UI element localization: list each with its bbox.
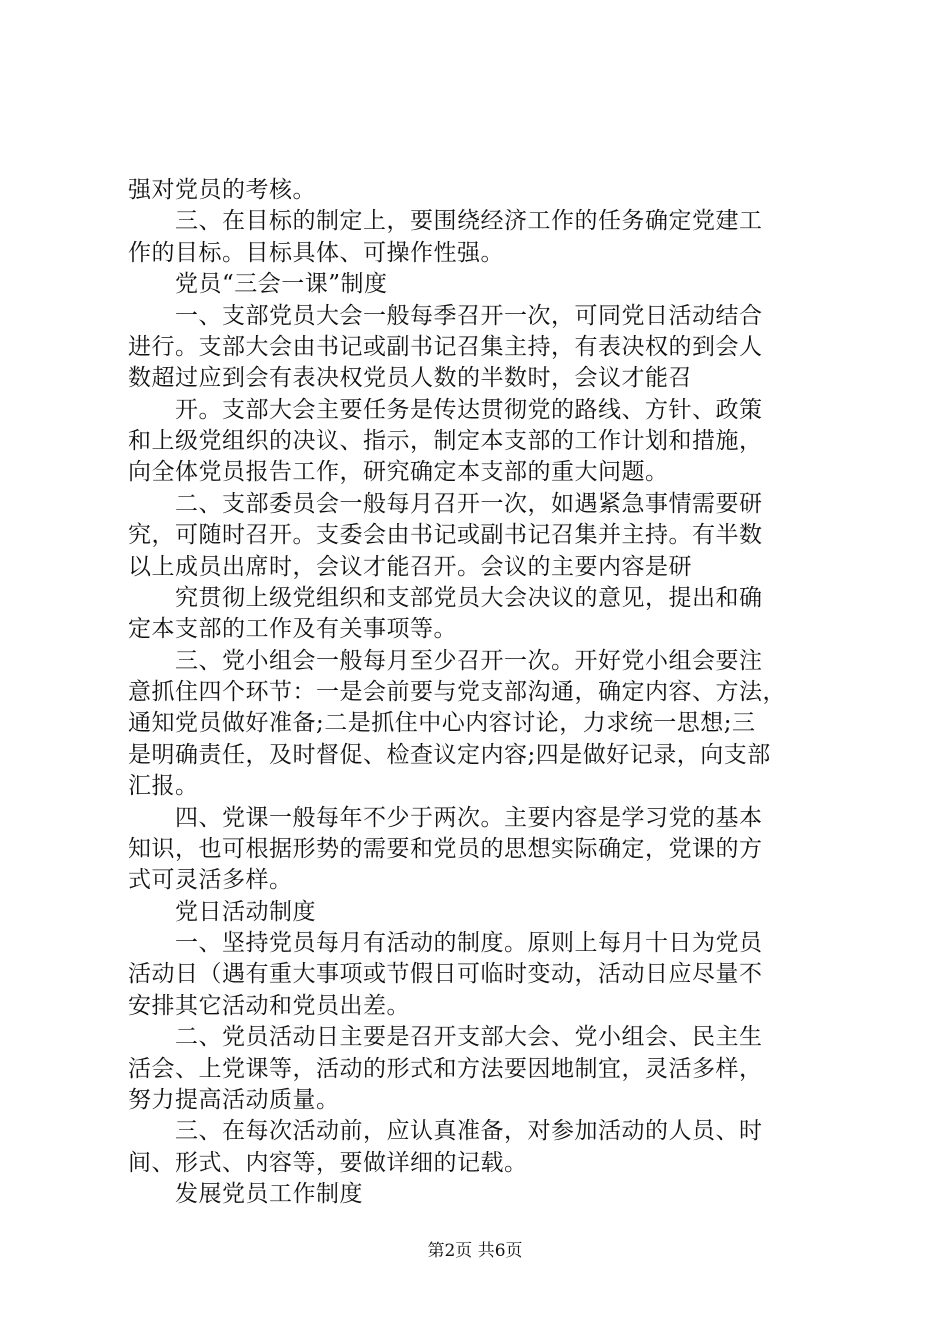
text-line: 一、坚持党员每月有活动的制度。原则上每月十日为党员 xyxy=(128,930,763,956)
text-line: 安排其它活动和党员出差。 xyxy=(128,993,410,1019)
text-line: 向全体党员报告工作，研究确定本支部的重大问题。 xyxy=(128,459,669,485)
text-line: 定本支部的工作及有关事项等。 xyxy=(128,616,457,642)
text-line: 以上成员出席时，会议才能召开。会议的主要内容是研 xyxy=(128,554,692,580)
text-line: 三、在目标的制定上，要围绕经济工作的任务确定党建工 xyxy=(128,208,763,234)
text-line: 进行。支部大会由书记或副书记召集主持，有表决权的到会人 xyxy=(128,334,763,360)
text-line: 数超过应到会有表决权党员人数的半数时，会议才能召 xyxy=(128,365,692,391)
text-line: 汇报。 xyxy=(128,773,199,799)
text-line: 作的目标。目标具体、可操作性强。 xyxy=(128,240,504,266)
text-line: 究，可随时召开。支委会由书记或副书记召集并主持。有半数 xyxy=(128,522,763,548)
text-line: 是明确责任，及时督促、检查议定内容;四是做好记录，向支部 xyxy=(128,742,771,768)
text-line: 努力提高活动质量。 xyxy=(128,1087,340,1113)
text-line: 强对党员的考核。 xyxy=(128,177,316,203)
text-line: 活会、上党课等，活动的形式和方法要因地制宜，灵活多样， xyxy=(128,1056,763,1082)
text-line: 和上级党组织的决议、指示，制定本支部的工作计划和措施， xyxy=(128,428,763,454)
text-line: 活动日（遇有重大事项或节假日可临时变动，活动日应尽量不 xyxy=(128,961,763,987)
section-heading: 党员“三会一课”制度 xyxy=(128,271,388,297)
section-heading: 发展党员工作制度 xyxy=(128,1181,363,1207)
section-heading: 党日活动制度 xyxy=(128,899,316,925)
text-line: 二、支部委员会一般每月召开一次，如遇紧急事情需要研 xyxy=(128,491,763,517)
text-line: 究贯彻上级党组织和支部党员大会决议的意见，提出和确 xyxy=(128,585,763,611)
text-line: 三、党小组会一般每月至少召开一次。开好党小组会要注 xyxy=(128,648,763,674)
text-line: 四、党课一般每年不少于两次。主要内容是学习党的基本 xyxy=(128,805,763,831)
text-line: 式可灵活多样。 xyxy=(128,867,293,893)
text-line: 知识，也可根据形势的需要和党员的思想实际确定，党课的方 xyxy=(128,836,763,862)
text-line: 二、党员活动日主要是召开支部大会、党小组会、民主生 xyxy=(128,1024,763,1050)
text-line: 开。支部大会主要任务是传达贯彻党的路线、方针、政策 xyxy=(128,397,763,423)
page-number-footer: 第2页 共6页 xyxy=(427,1241,523,1261)
text-line: 通知党员做好准备;二是抓住中心内容讨论，力求统一思想;三 xyxy=(128,710,756,736)
text-line: 间、形式、内容等，要做详细的记载。 xyxy=(128,1150,528,1176)
text-line: 三、在每次活动前，应认真准备，对参加活动的人员、时 xyxy=(128,1118,763,1144)
text-line: 意抓住四个环节：一是会前要与党支部沟通，确定内容、方法， xyxy=(128,679,786,705)
text-line: 一、支部党员大会一般每季召开一次，可同党日活动结合 xyxy=(128,303,763,329)
